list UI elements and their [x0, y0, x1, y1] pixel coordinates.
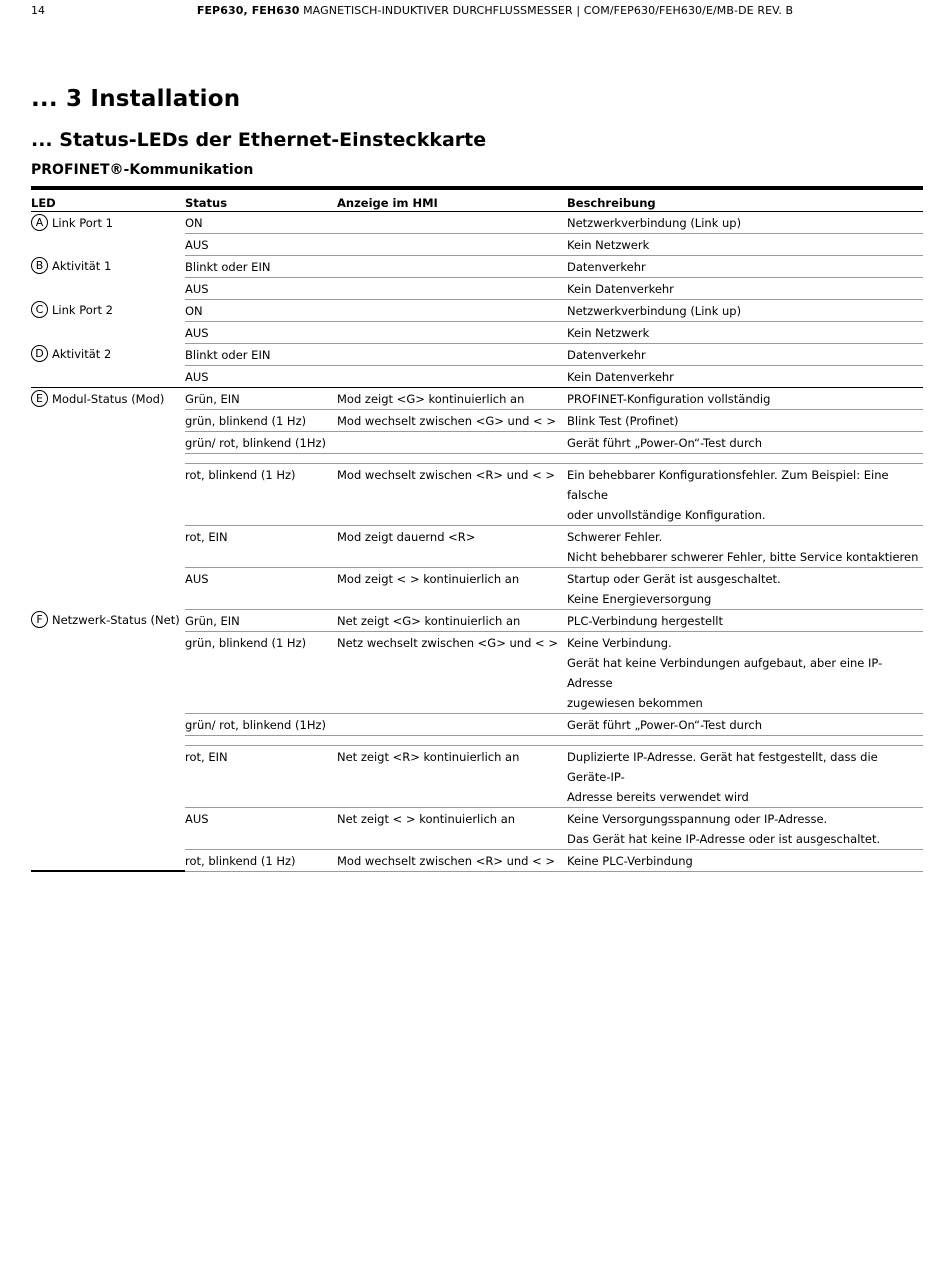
led-status-table-wrapper	[31, 186, 923, 872]
hmi-cell	[337, 453, 567, 463]
status-cell	[185, 735, 337, 745]
status-cell: ON	[185, 211, 337, 233]
description-line: Blink Test (Profinet)	[567, 413, 679, 428]
led-cell	[31, 849, 185, 871]
description-line: Kein Netzwerk	[567, 237, 650, 252]
hmi-cell	[337, 299, 567, 321]
column-header-led: LED	[31, 190, 185, 211]
hmi-cell	[337, 431, 567, 453]
table-body	[31, 211, 923, 871]
status-cell: AUS	[185, 567, 337, 609]
led-cell	[31, 387, 185, 609]
description-cell	[567, 631, 923, 713]
hmi-cell	[337, 277, 567, 299]
led-name: Aktivität 2	[52, 347, 112, 361]
hmi-cell: Mod zeigt < > kontinuierlich an	[337, 567, 567, 609]
table-row	[31, 299, 923, 321]
hmi-cell	[337, 233, 567, 255]
led-label-group	[31, 610, 185, 630]
description-line: PLC-Verbindung hergestellt	[567, 613, 723, 628]
description-line: oder unvollständige Konfiguration.	[567, 507, 766, 522]
header-separator: |	[576, 4, 581, 17]
description-line: Schwerer Fehler.	[567, 529, 663, 544]
status-cell: rot, EIN	[185, 745, 337, 807]
description-cell	[567, 387, 923, 409]
description-cell	[567, 233, 923, 255]
led-letter-badge: A	[31, 214, 48, 231]
table-row	[31, 255, 923, 277]
led-cell	[31, 255, 185, 299]
description-cell	[567, 567, 923, 609]
led-cell	[31, 343, 185, 387]
description-line: Gerät führt „Power-On“-Test durch	[567, 717, 763, 732]
led-status-table	[31, 190, 923, 872]
led-name: Modul-Status (Mod)	[52, 391, 165, 406]
led-label-group	[31, 389, 185, 409]
description-line: Das Gerät hat keine IP-Adresse oder ist ausgeschaltet.	[567, 831, 881, 846]
table-row	[31, 849, 923, 871]
status-cell: AUS	[185, 321, 337, 343]
led-label-group	[31, 256, 185, 276]
status-cell: AUS	[185, 233, 337, 255]
led-cell	[31, 299, 185, 343]
hmi-cell: Mod wechselt zwischen <R> und < >	[337, 463, 567, 525]
description-cell	[567, 299, 923, 321]
led-name: Link Port 1	[52, 215, 113, 230]
hmi-cell: Mod wechselt zwischen <R> und < >	[337, 849, 567, 871]
description-cell	[567, 807, 923, 849]
description-cell	[567, 745, 923, 807]
table-row	[31, 609, 923, 631]
column-header-status: Status	[185, 190, 337, 211]
description-line: Gerät führt „Power-On“-Test durch	[567, 435, 763, 450]
description-cell	[567, 365, 923, 387]
status-cell	[185, 453, 337, 463]
led-letter-badge: F	[31, 611, 48, 628]
status-cell: rot, EIN	[185, 525, 337, 567]
status-cell: AUS	[185, 365, 337, 387]
document-reference: COM/FEP630/FEH630/E/MB-DE REV. B	[583, 4, 794, 17]
description-cell	[567, 211, 923, 233]
hmi-cell: Mod zeigt dauernd <R>	[337, 525, 567, 567]
hmi-cell: Mod zeigt <G> kontinuierlich an	[337, 387, 567, 409]
description-cell	[567, 453, 923, 463]
led-name: Aktivität 1	[52, 259, 112, 273]
description-line: Keine Energieversorgung	[567, 591, 712, 606]
hmi-cell: Net zeigt <R> kontinuierlich an	[337, 745, 567, 807]
description-line: Netzwerkverbindung (Link up)	[567, 303, 742, 318]
hmi-cell	[337, 735, 567, 745]
description-line: Kein Netzwerk	[567, 325, 650, 340]
description-cell	[567, 409, 923, 431]
description-line: Keine PLC-Verbindung	[567, 853, 693, 868]
description-cell	[567, 713, 923, 735]
led-letter-badge: D	[31, 345, 48, 362]
hmi-cell	[337, 321, 567, 343]
status-cell: grün/ rot, blinkend (1Hz)	[185, 431, 337, 453]
sub-title: PROFINET®-Kommunikation	[31, 162, 254, 178]
status-cell: Grün, EIN	[185, 609, 337, 631]
status-cell: AUS	[185, 807, 337, 849]
led-letter-badge: C	[31, 301, 48, 318]
section-title: ... Status-LEDs der Ethernet-Einsteckkarte	[31, 129, 487, 151]
description-line: PROFINET-Konfiguration vollständig	[567, 391, 771, 406]
status-cell: rot, blinkend (1 Hz)	[185, 463, 337, 525]
led-label-group	[31, 344, 185, 364]
status-cell: rot, blinkend (1 Hz)	[185, 849, 337, 871]
description-cell	[567, 609, 923, 631]
description-line: Duplizierte IP-Adresse. Gerät hat festgestellt, dass die Geräte-IP-	[567, 749, 878, 784]
table-row	[31, 343, 923, 365]
led-name: Link Port 2	[52, 303, 113, 317]
hmi-cell: Net zeigt < > kontinuierlich an	[337, 807, 567, 849]
hmi-cell: Net zeigt <G> kontinuierlich an	[337, 609, 567, 631]
led-cell	[31, 609, 185, 849]
status-cell: grün, blinkend (1 Hz)	[185, 631, 337, 713]
status-cell: grün/ rot, blinkend (1Hz)	[185, 713, 337, 735]
description-cell	[567, 255, 923, 277]
column-header-description: Beschreibung	[567, 190, 923, 211]
status-cell: grün, blinkend (1 Hz)	[185, 409, 337, 431]
status-cell: Blinkt oder EIN	[185, 343, 337, 365]
product-name: FEP630, FEH630	[196, 4, 300, 17]
hmi-cell	[337, 365, 567, 387]
hmi-cell: Mod wechselt zwischen <G> und < >	[337, 409, 567, 431]
description-line: Datenverkehr	[567, 347, 646, 362]
hmi-cell	[337, 211, 567, 233]
description-line: Ein behebbarer Konfigurationsfehler. Zum Beispiel: Eine falsche	[567, 467, 889, 502]
description-line: Startup oder Gerät ist ausgeschaltet.	[567, 571, 781, 586]
hmi-cell	[337, 713, 567, 735]
hmi-cell: Netz wechselt zwischen <G> und < >	[337, 631, 567, 713]
description-line: zugewiesen bekommen	[567, 695, 703, 710]
description-line: Nicht behebbarer schwerer Fehler, bitte Service kontaktieren	[567, 549, 919, 564]
description-line: Adresse bereits verwendet wird	[567, 789, 749, 804]
led-name: Netzwerk-Status (Net)	[52, 613, 180, 627]
status-cell: AUS	[185, 277, 337, 299]
description-cell	[567, 321, 923, 343]
status-cell: Blinkt oder EIN	[185, 255, 337, 277]
description-line: Netzwerkverbindung (Link up)	[567, 215, 742, 230]
description-cell	[567, 277, 923, 299]
led-label-group	[31, 300, 185, 320]
description-line: Datenverkehr	[567, 259, 646, 274]
led-letter-badge: B	[31, 257, 48, 274]
page-number: 14	[31, 4, 45, 17]
status-cell: Grün, EIN	[185, 387, 337, 409]
description-cell	[567, 735, 923, 745]
chapter-title: ... 3 Installation	[31, 86, 241, 112]
hmi-cell	[337, 343, 567, 365]
description-cell	[567, 431, 923, 453]
description-line: Gerät hat keine Verbindungen aufgebaut, aber eine IP-Adresse	[567, 655, 883, 690]
description-cell	[567, 463, 923, 525]
led-label-group	[31, 213, 185, 233]
description-line: Keine Versorgungsspannung oder IP-Adresse.	[567, 811, 828, 826]
table-header-row	[31, 190, 923, 211]
led-cell	[31, 211, 185, 255]
description-cell	[567, 849, 923, 871]
description-line: Kein Datenverkehr	[567, 281, 674, 296]
running-header	[0, 4, 950, 17]
description-cell	[567, 525, 923, 567]
product-type: MAGNETISCH-INDUKTIVER DURCHFLUSSMESSER	[303, 4, 573, 17]
column-header-hmi: Anzeige im HMI	[337, 190, 567, 211]
table-row	[31, 211, 923, 233]
status-cell: ON	[185, 299, 337, 321]
description-line: Keine Verbindung.	[567, 635, 672, 650]
led-letter-badge: E	[31, 390, 48, 407]
table-row	[31, 387, 923, 409]
description-line: Kein Datenverkehr	[567, 369, 674, 384]
description-cell	[567, 343, 923, 365]
hmi-cell	[337, 255, 567, 277]
